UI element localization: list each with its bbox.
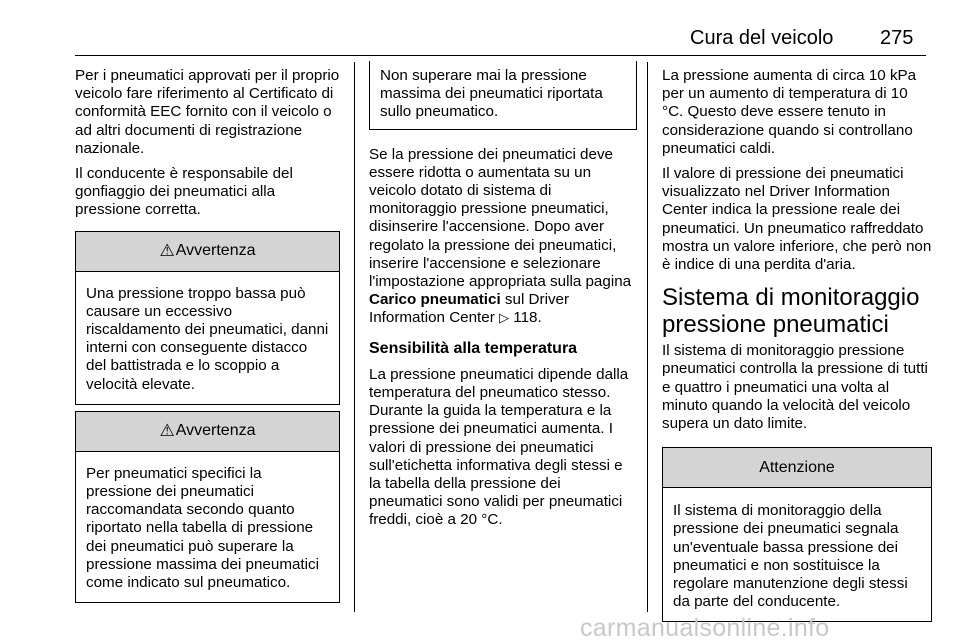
paragraph: Il conducente è responsabile del gonfiaggio dei pneumatici alla pressione corretta. <box>75 165 293 219</box>
column-divider <box>354 62 355 612</box>
warning-header <box>76 412 339 452</box>
subsection-heading: Sensibilità alla temperatura <box>369 339 578 357</box>
page-number: 275 <box>880 27 914 49</box>
paragraph-text: sul Driver Information Center <box>369 291 570 327</box>
page-reference: 118. <box>513 309 542 327</box>
paragraph-text: Se la pressione dei pneumatici deve essere ridotta o aumentata su un veicolo dotato di sistema di monitoraggio pressione pneumatici, disinserire l'accensione. Dopo aver regolato la pressione dei pneumatici, inserire l'accensione e selezionare l'impostazione appropriata sulla pagina <box>369 145 632 291</box>
warning-box <box>75 411 340 603</box>
paragraph: Il valore di pressione dei pneumatici visualizzato nel Driver Information Center indica la pressione reale dei pneumatici. Un pneumatico raffreddato mostra un valore inferiore, che però non è indice di una perdita d'aria. <box>662 165 932 274</box>
chapter-title: Cura del veicolo <box>690 27 834 49</box>
warning-title: Avvertenza <box>175 242 256 260</box>
warning-header <box>76 232 339 272</box>
warning-icon: ⚠ <box>159 241 175 261</box>
attention-title: Attenzione <box>759 458 835 476</box>
column-divider <box>647 62 648 612</box>
warning-title: Avvertenza <box>175 422 256 440</box>
paragraph: Per i pneumatici approvati per il proprio veicolo fare riferimento al Certificato di conformità EEC fornito con il veicolo o ad altri documenti di registrazione nazionale. <box>75 67 340 157</box>
paragraph: Il sistema di monitoraggio pressione pneumatici controlla la pressione di tutti e quattro i pneumatici una volta al minuto quando la velocità del veicolo supera un dato limite. <box>662 342 928 433</box>
column-3 <box>662 67 932 622</box>
column-1 <box>75 67 340 603</box>
warning-box <box>75 231 340 405</box>
note-box: Non superare mai la pressione massima dei pneumatici riportata sullo pneumatico. <box>369 61 637 130</box>
warning-icon: ⚠ <box>159 421 175 441</box>
attention-body: Il sistema di monitoraggio della pressione dei pneumatici segnala un'eventuale bassa pressione dei pneumatici e non sostituisce la regolare manutenzione degli stessi da parte del conducente. <box>673 502 908 611</box>
column-2 <box>369 67 637 537</box>
paragraph: La pressione pneumatici dipende dalla temperatura del pneumatico stesso. Durante la guida la temperatura e la pressione dei pneumatici aumenta. I valori di pressione dei pneumatici sull'etichetta informativa degli stessi e la tabella della pressione dei pneumatici sono validi per pneumatici freddi, cioè a 20 °C. <box>369 365 629 529</box>
warning-body: Per pneumatici specifici la pressione dei pneumatici raccomandata secondo quanto riportato nella tabella di pressione dei pneumatici può superare la pressione massima dei pneumatici come indicato sul pneumatico. <box>86 464 319 592</box>
attention-header <box>663 448 931 488</box>
attention-box <box>662 447 932 622</box>
page-reference-icon: ▷ <box>499 310 510 326</box>
section-heading: Sistema di monitoraggio pressione pneumatici <box>662 284 920 339</box>
warning-body: Una pressione troppo bassa può causare un eccessivo riscaldamento dei pneumatici, danni interni con conseguente distacco del battistrada e lo scoppio a velocità elevate. <box>86 284 329 393</box>
paragraph <box>369 146 637 328</box>
header-divider <box>75 55 926 56</box>
watermark: carmanualsonline.info <box>580 614 830 642</box>
menu-reference: Carico pneumatici <box>369 291 501 309</box>
paragraph: La pressione aumenta di circa 10 kPa per un aumento di temperatura di 10 °C. Questo deve essere tenuto in considerazione quando si controllano pneumatici caldi. <box>662 67 917 157</box>
